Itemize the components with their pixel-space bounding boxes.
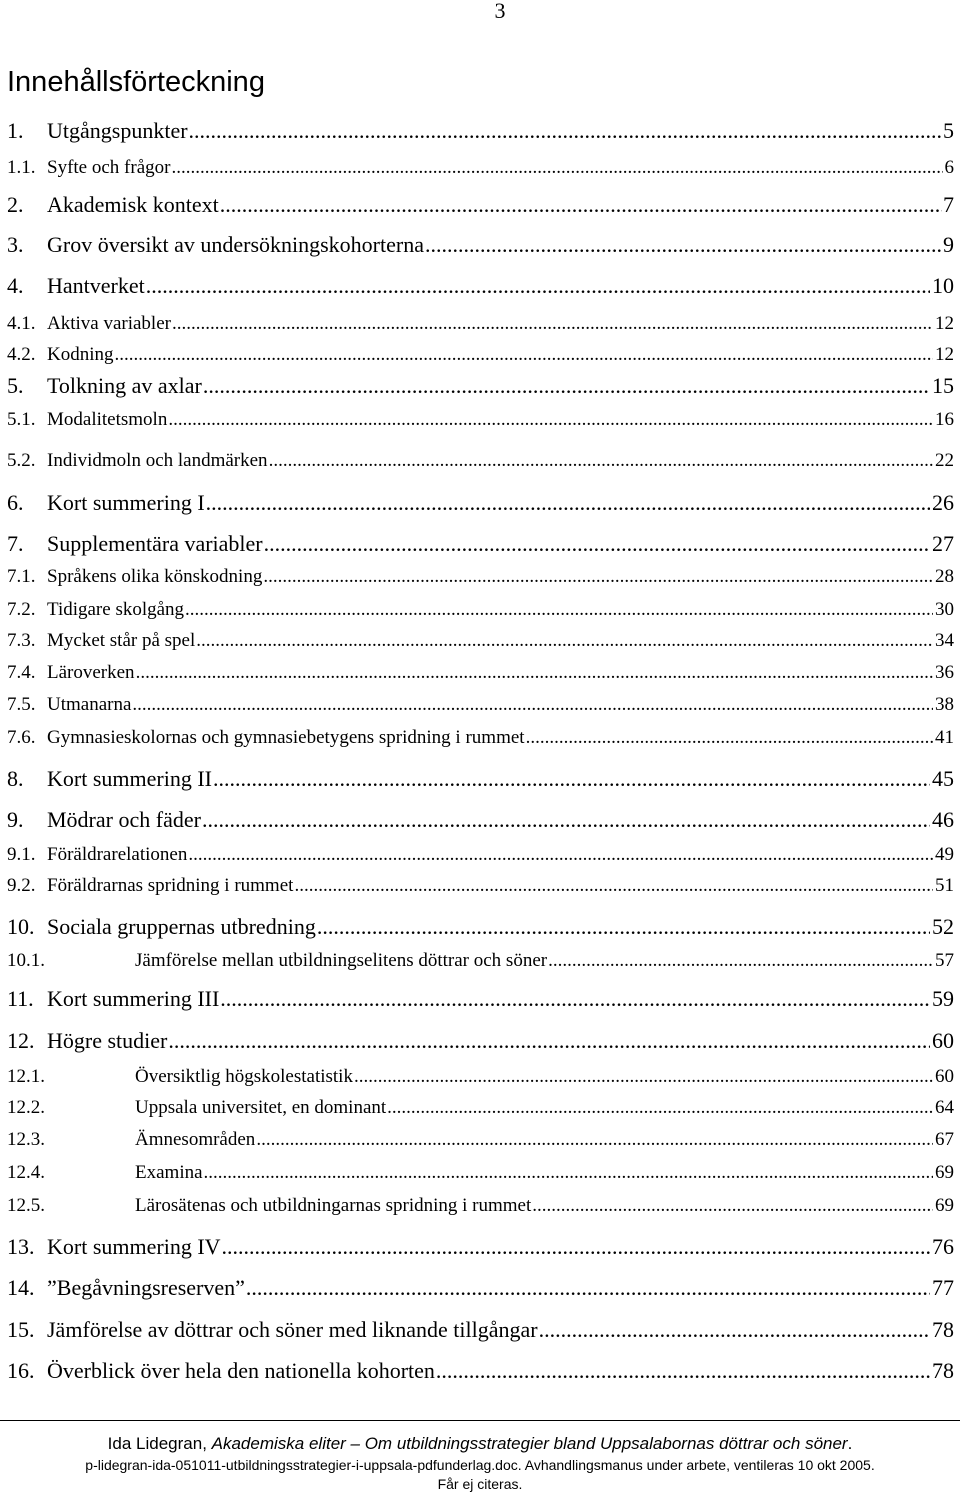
toc-entry-number: 4.2.: [7, 344, 36, 365]
toc-entry-number: 12.3.: [7, 1129, 45, 1150]
toc-entry-page: 59: [932, 986, 954, 1011]
toc-entry-title: Ämnesområden: [135, 1125, 256, 1155]
footer-notice: Får ej citeras.: [437, 1476, 523, 1492]
toc-entry-title: Grov översikt av undersökningskohorterna: [47, 230, 425, 260]
dot-leader: [115, 340, 934, 370]
toc-entry-number: 7.2.: [7, 599, 36, 620]
toc-entry-title: Jämförelse mellan utbildningselitens döttrar och söner: [135, 946, 548, 976]
toc-entry-page: 16: [935, 409, 954, 430]
toc-entry-leader: [47, 912, 930, 942]
dot-leader: [264, 529, 930, 559]
toc-entry[interactable]: [0, 446, 960, 476]
footer-file-info: p-lidegran-ida-051011-utbildningsstrategier-i-uppsala-pdfunderlag.doc. Avhandlingsmanus under arbete, ventileras 10 okt 2005.: [85, 1457, 875, 1473]
toc-entry-title: Föräldrarelationen: [47, 840, 188, 870]
toc-entry[interactable]: [0, 488, 960, 518]
toc-entry[interactable]: [0, 840, 960, 870]
toc-entry-title: Tolkning av axlar: [47, 371, 203, 401]
toc-entry-number: 16.: [7, 1358, 35, 1383]
toc-entry-leader: [47, 405, 933, 435]
page-number: 3: [494, 0, 506, 23]
toc-entry-title: Högre studier: [47, 1026, 168, 1056]
toc-entry[interactable]: [0, 1273, 960, 1303]
toc-entry-leader: [47, 309, 933, 339]
toc-entry-leader: [47, 562, 933, 592]
footer-author-suffix: .: [847, 1434, 853, 1453]
toc-entry-number: 10.1.: [7, 950, 45, 971]
toc-entry-number: 1.1.: [7, 157, 36, 178]
toc-entry-number: 12.4.: [7, 1162, 45, 1183]
dot-leader: [202, 805, 930, 835]
footer-divider: [0, 1420, 960, 1421]
toc-entry-leader: [47, 271, 930, 301]
toc-entry-leader: [135, 1158, 933, 1188]
toc-entry-leader: [47, 626, 933, 656]
toc-entry[interactable]: [0, 595, 960, 625]
dot-leader: [188, 840, 933, 870]
toc-entry-leader: [47, 595, 933, 625]
toc-entry-number: 7.6.: [7, 727, 36, 748]
toc-entry-number: 5.: [7, 373, 24, 398]
toc-entry-leader: [47, 1273, 930, 1303]
toc-entry[interactable]: [0, 116, 960, 146]
dot-leader: [132, 690, 933, 720]
toc-entry-leader: [47, 1315, 930, 1345]
toc-entry-page: 38: [935, 694, 954, 715]
toc-entry-title: Supplementära variabler: [47, 529, 264, 559]
dot-leader: [203, 371, 930, 401]
toc-entry-number: 5.2.: [7, 450, 36, 471]
toc-entry-leader: [47, 446, 933, 476]
toc-entry-number: 9.2.: [7, 875, 36, 896]
toc-entry-title: Sociala gruppernas utbredning: [47, 912, 317, 942]
toc-entry-title: Läroverken: [47, 658, 136, 688]
footer-author: Ida Lidegran,: [107, 1434, 212, 1453]
toc-entry-title: Föräldrarnas spridning i rummet: [47, 871, 294, 901]
toc-entry[interactable]: [0, 626, 960, 656]
toc-entry-title: Tidigare skolgång: [47, 595, 185, 625]
toc-entry-number: 7.4.: [7, 662, 36, 683]
toc-entry-page: 77: [932, 1275, 954, 1300]
toc-entry-title: Syfte och frågor: [47, 153, 171, 183]
toc-entry-page: 30: [935, 599, 954, 620]
toc-entry-number: 7.1.: [7, 566, 36, 587]
toc-entry-leader: [47, 230, 942, 260]
toc-entry-page: 60: [935, 1066, 954, 1087]
dot-leader: [172, 309, 933, 339]
toc-entry[interactable]: [0, 529, 960, 559]
toc-entry-leader: [47, 1026, 930, 1056]
dot-leader: [256, 1125, 933, 1155]
toc-entry-title: Kodning: [47, 340, 115, 370]
toc-entry[interactable]: [0, 690, 960, 720]
toc-entry[interactable]: [0, 190, 960, 220]
dot-leader: [168, 405, 933, 435]
toc-entry[interactable]: [0, 230, 960, 260]
toc-entry-title: Utgångspunkter: [47, 116, 189, 146]
dot-leader: [269, 446, 933, 476]
toc-entry[interactable]: [0, 309, 960, 339]
toc-entry-leader: [47, 1356, 930, 1386]
dot-leader: [387, 1093, 933, 1123]
toc-entry-page: 28: [935, 566, 954, 587]
toc-entry-leader: [47, 1232, 930, 1262]
toc-entry[interactable]: [0, 271, 960, 301]
toc-entry-leader: [47, 153, 943, 183]
toc-entry-title: Lärosätenas och utbildningarnas spridning i rummet: [135, 1191, 532, 1221]
dot-leader: [136, 658, 933, 688]
toc-entry[interactable]: [0, 153, 960, 183]
toc-entry-page: 6: [944, 157, 954, 178]
toc-entry-page: 34: [935, 630, 954, 651]
toc-entry-title: Akademisk kontext: [47, 190, 220, 220]
dot-leader: [146, 271, 930, 301]
toc-entry-leader: [47, 658, 933, 688]
toc-entry-leader: [47, 871, 933, 901]
toc-entry-title: Kort summering I: [47, 488, 206, 518]
toc-entry-leader: [47, 840, 933, 870]
toc-entry-page: 69: [935, 1195, 954, 1216]
toc-entry-page: 78: [932, 1317, 954, 1342]
toc-title: Innehållsförteckning: [7, 66, 265, 98]
toc-entry-title: ”Begåvningsreserven”: [47, 1273, 246, 1303]
toc-entry-number: 4.: [7, 273, 24, 298]
toc-entry-page: 76: [932, 1234, 954, 1259]
toc-entry[interactable]: [0, 805, 960, 835]
toc-entry[interactable]: [0, 1356, 960, 1386]
toc-entry-number: 14.: [7, 1275, 35, 1300]
dot-leader: [263, 562, 933, 592]
toc-entry-number: 8.: [7, 766, 24, 791]
toc-entry-number: 13.: [7, 1234, 35, 1259]
toc-entry[interactable]: [0, 984, 960, 1014]
toc-entry-leader: [47, 340, 933, 370]
toc-entry-leader: [47, 764, 930, 794]
toc-entry[interactable]: [0, 871, 960, 901]
toc-entry-page: 78: [932, 1358, 954, 1383]
toc-entry-title: Kort summering IV: [47, 1232, 222, 1262]
footer-work-title: Akademiska eliter – Om utbildningsstrategier bland Uppsalabornas döttrar och söner: [211, 1434, 848, 1453]
toc-entry-leader: [135, 946, 933, 976]
toc-entry[interactable]: [0, 405, 960, 435]
toc-entry-title: Uppsala universitet, en dominant: [135, 1093, 387, 1123]
toc-entry[interactable]: [0, 1158, 960, 1188]
toc-entry-number: 12.5.: [7, 1195, 45, 1216]
toc-entry[interactable]: [0, 658, 960, 688]
toc-entry-number: 1.: [7, 118, 24, 143]
toc-entry-title: Mycket står på spel: [47, 626, 196, 656]
toc-entry-leader: [47, 723, 933, 753]
toc-entry-page: 5: [943, 118, 954, 143]
toc-entry-number: 12.1.: [7, 1066, 45, 1087]
toc-entry-number: 7.5.: [7, 694, 36, 715]
toc-entry-number: 7.3.: [7, 630, 36, 651]
toc-entry-leader: [47, 488, 930, 518]
toc-entry[interactable]: [0, 723, 960, 753]
toc-entry-page: 49: [935, 844, 954, 865]
toc-entry[interactable]: [0, 1062, 960, 1092]
dot-leader: [532, 1191, 933, 1221]
toc-entry-number: 9.1.: [7, 844, 36, 865]
toc-entry-title: Modalitetsmoln: [47, 405, 168, 435]
toc-entry-title: Mödrar och fäder: [47, 805, 202, 835]
toc-entry-page: 22: [935, 450, 954, 471]
toc-entry-page: 64: [935, 1097, 954, 1118]
toc-entry-page: 45: [932, 766, 954, 791]
toc-entry[interactable]: [0, 1125, 960, 1155]
toc-entry-page: 52: [932, 914, 954, 939]
dot-leader: [204, 1158, 933, 1188]
toc-entry-title: Jämförelse av döttrar och söner med liknande tillgångar: [47, 1315, 539, 1345]
toc-entry-page: 12: [935, 344, 954, 365]
page-footer: [0, 1432, 960, 1494]
dot-leader: [220, 190, 942, 220]
dot-leader: [317, 912, 930, 942]
toc-entry-number: 2.: [7, 192, 24, 217]
toc-entry-leader: [47, 805, 930, 835]
toc-entry-number: 6.: [7, 490, 24, 515]
toc-entry-leader: [47, 190, 942, 220]
toc-entry-page: 10: [932, 273, 954, 298]
toc-entry-page: 36: [935, 662, 954, 683]
footer-citation: [0, 1432, 960, 1456]
toc-entry-number: 5.1.: [7, 409, 36, 430]
dot-leader: [526, 723, 933, 753]
toc-entry-page: 7: [943, 192, 954, 217]
toc-entry-title: Individmoln och landmärken: [47, 446, 269, 476]
toc-entry-page: 12: [935, 313, 954, 334]
toc-entry-page: 26: [932, 490, 954, 515]
dot-leader: [246, 1273, 930, 1303]
toc-entry-title: Överblick över hela den nationella kohorten: [47, 1356, 436, 1386]
toc-entry-title: Aktiva variabler: [47, 309, 172, 339]
dot-leader: [548, 946, 933, 976]
toc-entry-title: Examina: [135, 1158, 204, 1188]
toc-entry-leader: [47, 371, 930, 401]
toc-entry-page: 27: [932, 531, 954, 556]
toc-entry-number: 11.: [7, 986, 34, 1011]
dot-leader: [294, 871, 933, 901]
toc-entry[interactable]: [0, 1026, 960, 1056]
toc-entry-title: Utmanarna: [47, 690, 132, 720]
toc-entry[interactable]: [0, 340, 960, 370]
toc-entry[interactable]: [0, 1315, 960, 1345]
toc-entry-leader: [47, 984, 930, 1014]
dot-leader: [213, 764, 930, 794]
dot-leader: [196, 626, 933, 656]
toc-entry-leader: [47, 529, 930, 559]
toc-entry-page: 15: [932, 373, 954, 398]
toc-entry[interactable]: [0, 1232, 960, 1262]
dot-leader: [425, 230, 942, 260]
toc-entry-title: Gymnasieskolornas och gymnasiebetygens spridning i rummet: [47, 723, 526, 753]
toc-entry-title: Språkens olika könskodning: [47, 562, 263, 592]
toc-entry-leader: [135, 1191, 933, 1221]
toc-entry[interactable]: [0, 912, 960, 942]
toc-entry-number: 7.: [7, 531, 24, 556]
toc-entry-leader: [135, 1062, 933, 1092]
toc-entry-leader: [135, 1125, 933, 1155]
toc-entry-page: 60: [932, 1028, 954, 1053]
toc-entry-number: 12.2.: [7, 1097, 45, 1118]
toc-entry-page: 46: [932, 807, 954, 832]
toc-entry-title: Kort summering III: [47, 984, 220, 1014]
toc-entry-leader: [47, 690, 933, 720]
toc-entry-number: 10.: [7, 914, 35, 939]
toc-entry[interactable]: [0, 562, 960, 592]
toc-entry-page: 69: [935, 1162, 954, 1183]
dot-leader: [168, 1026, 930, 1056]
toc-entry-number: 9.: [7, 807, 24, 832]
toc-entry-number: 12.: [7, 1028, 35, 1053]
toc-entry-title: Hantverket: [47, 271, 146, 301]
dot-leader: [185, 595, 933, 625]
toc-entry[interactable]: [0, 1191, 960, 1221]
toc-entry-leader: [47, 116, 942, 146]
dot-leader: [354, 1062, 933, 1092]
toc-entry-number: 3.: [7, 232, 24, 257]
dot-leader: [171, 153, 943, 183]
dot-leader: [206, 488, 930, 518]
dot-leader: [220, 984, 930, 1014]
dot-leader: [189, 116, 942, 146]
dot-leader: [222, 1232, 930, 1262]
toc-entry-page: 57: [935, 950, 954, 971]
dot-leader: [539, 1315, 930, 1345]
toc-entry[interactable]: [0, 764, 960, 794]
toc-entry-page: 9: [943, 232, 954, 257]
toc-entry-leader: [135, 1093, 933, 1123]
toc-entry-number: 15.: [7, 1317, 35, 1342]
toc-entry-number: 4.1.: [7, 313, 36, 334]
toc-entry-page: 51: [935, 875, 954, 896]
toc-entry[interactable]: [0, 946, 960, 976]
toc-entry[interactable]: [0, 371, 960, 401]
toc-entry-page: 41: [935, 727, 954, 748]
toc-entry-title: Översiktlig högskolestatistik: [135, 1062, 354, 1092]
toc-entry-title: Kort summering II: [47, 764, 213, 794]
toc-entry[interactable]: [0, 1093, 960, 1123]
toc-entry-page: 67: [935, 1129, 954, 1150]
dot-leader: [436, 1356, 930, 1386]
